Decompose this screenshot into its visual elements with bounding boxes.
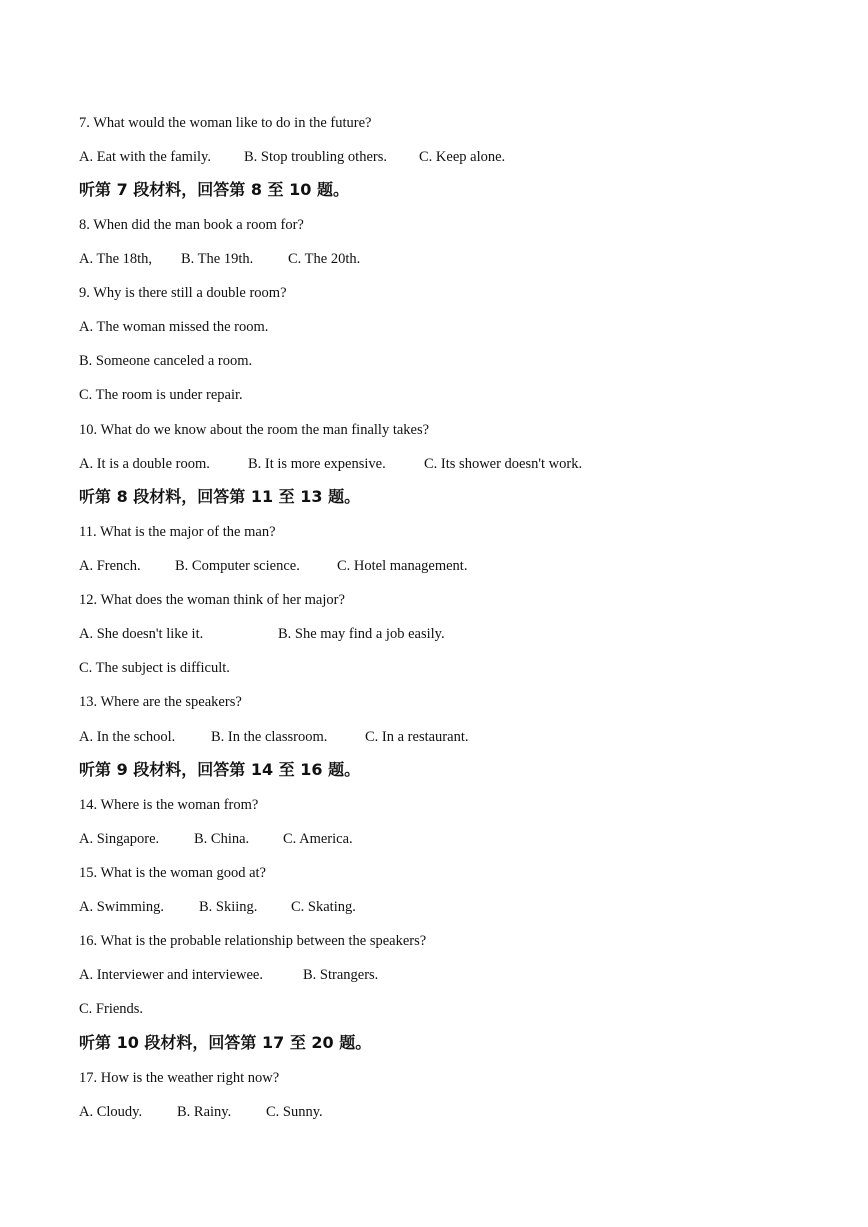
options-7 [79,147,779,167]
question-8: 8. When did the man book a room for? [79,217,304,233]
section-heading-7: 听第 7 段材料，回答第 8 至 10 题。 [79,180,349,199]
option-16a: A. Interviewer and interviewee. [79,967,263,983]
option-9a: A. The woman missed the room. [79,319,269,335]
option-10a: A. It is a double room. [79,456,210,472]
option-13a: A. In the school. [79,729,176,745]
option-15c: C. Skating. [291,899,356,915]
question-7: 7. What would the woman like to do in the future? [79,115,372,131]
option-17c: C. Sunny. [266,1104,323,1120]
option-11c: C. Hotel management. [337,558,468,574]
option-16b: B. Strangers. [303,967,379,983]
option-7b: B. Stop troubling others. [244,149,387,165]
option-8b: B. The 19th. [181,251,254,267]
question-13: 13. Where are the speakers? [79,694,242,710]
section-heading-10: 听第 10 段材料，回答第 17 至 20 题。 [79,1033,372,1052]
option-13c: C. In a restaurant. [365,729,469,745]
options-13 [79,727,779,747]
option-7a: A. Eat with the family. [79,149,211,165]
option-14b: B. China. [194,831,250,847]
question-14: 14. Where is the woman from? [79,797,259,813]
options-10 [79,454,779,474]
options-14 [79,829,779,849]
option-13b: B. In the classroom. [211,729,328,745]
option-11a: A. French. [79,558,141,574]
option-12c: C. The subject is difficult. [79,660,230,676]
question-15: 15. What is the woman good at? [79,865,266,881]
options-17 [79,1102,779,1122]
option-7c: C. Keep alone. [419,149,506,165]
question-11: 11. What is the major of the man? [79,524,276,540]
option-17a: A. Cloudy. [79,1104,143,1120]
option-10b: B. It is more expensive. [248,456,386,472]
question-9: 9. Why is there still a double room? [79,285,287,301]
option-14c: C. America. [283,831,353,847]
option-8c: C. The 20th. [288,251,361,267]
options-16 [79,965,779,985]
question-16: 16. What is the probable relationship between the speakers? [79,933,427,949]
options-15 [79,897,779,917]
question-17: 17. How is the weather right now? [79,1070,280,1086]
option-9b: B. Someone canceled a room. [79,353,253,369]
section-heading-9: 听第 9 段材料，回答第 14 至 16 题。 [79,760,361,779]
option-11b: B. Computer science. [175,558,300,574]
option-16c: C. Friends. [79,1001,144,1017]
option-10c: C. Its shower doesn't work. [424,456,583,472]
option-15a: A. Swimming. [79,899,164,915]
option-15b: B. Skiing. [199,899,258,915]
section-heading-8: 听第 8 段材料，回答第 11 至 13 题。 [79,487,361,506]
options-11 [79,556,779,576]
options-12 [79,624,779,644]
option-12b: B. She may find a job easily. [278,626,445,642]
option-14a: A. Singapore. [79,831,160,847]
option-8a: A. The 18th, [79,251,153,267]
option-17b: B. Rainy. [177,1104,232,1120]
option-9c: C. The room is under repair. [79,387,243,403]
option-12a: A. She doesn't like it. [79,626,204,642]
question-12: 12. What does the woman think of her major? [79,592,345,608]
question-10: 10. What do we know about the room the man finally takes? [79,422,430,438]
options-8 [79,249,779,269]
